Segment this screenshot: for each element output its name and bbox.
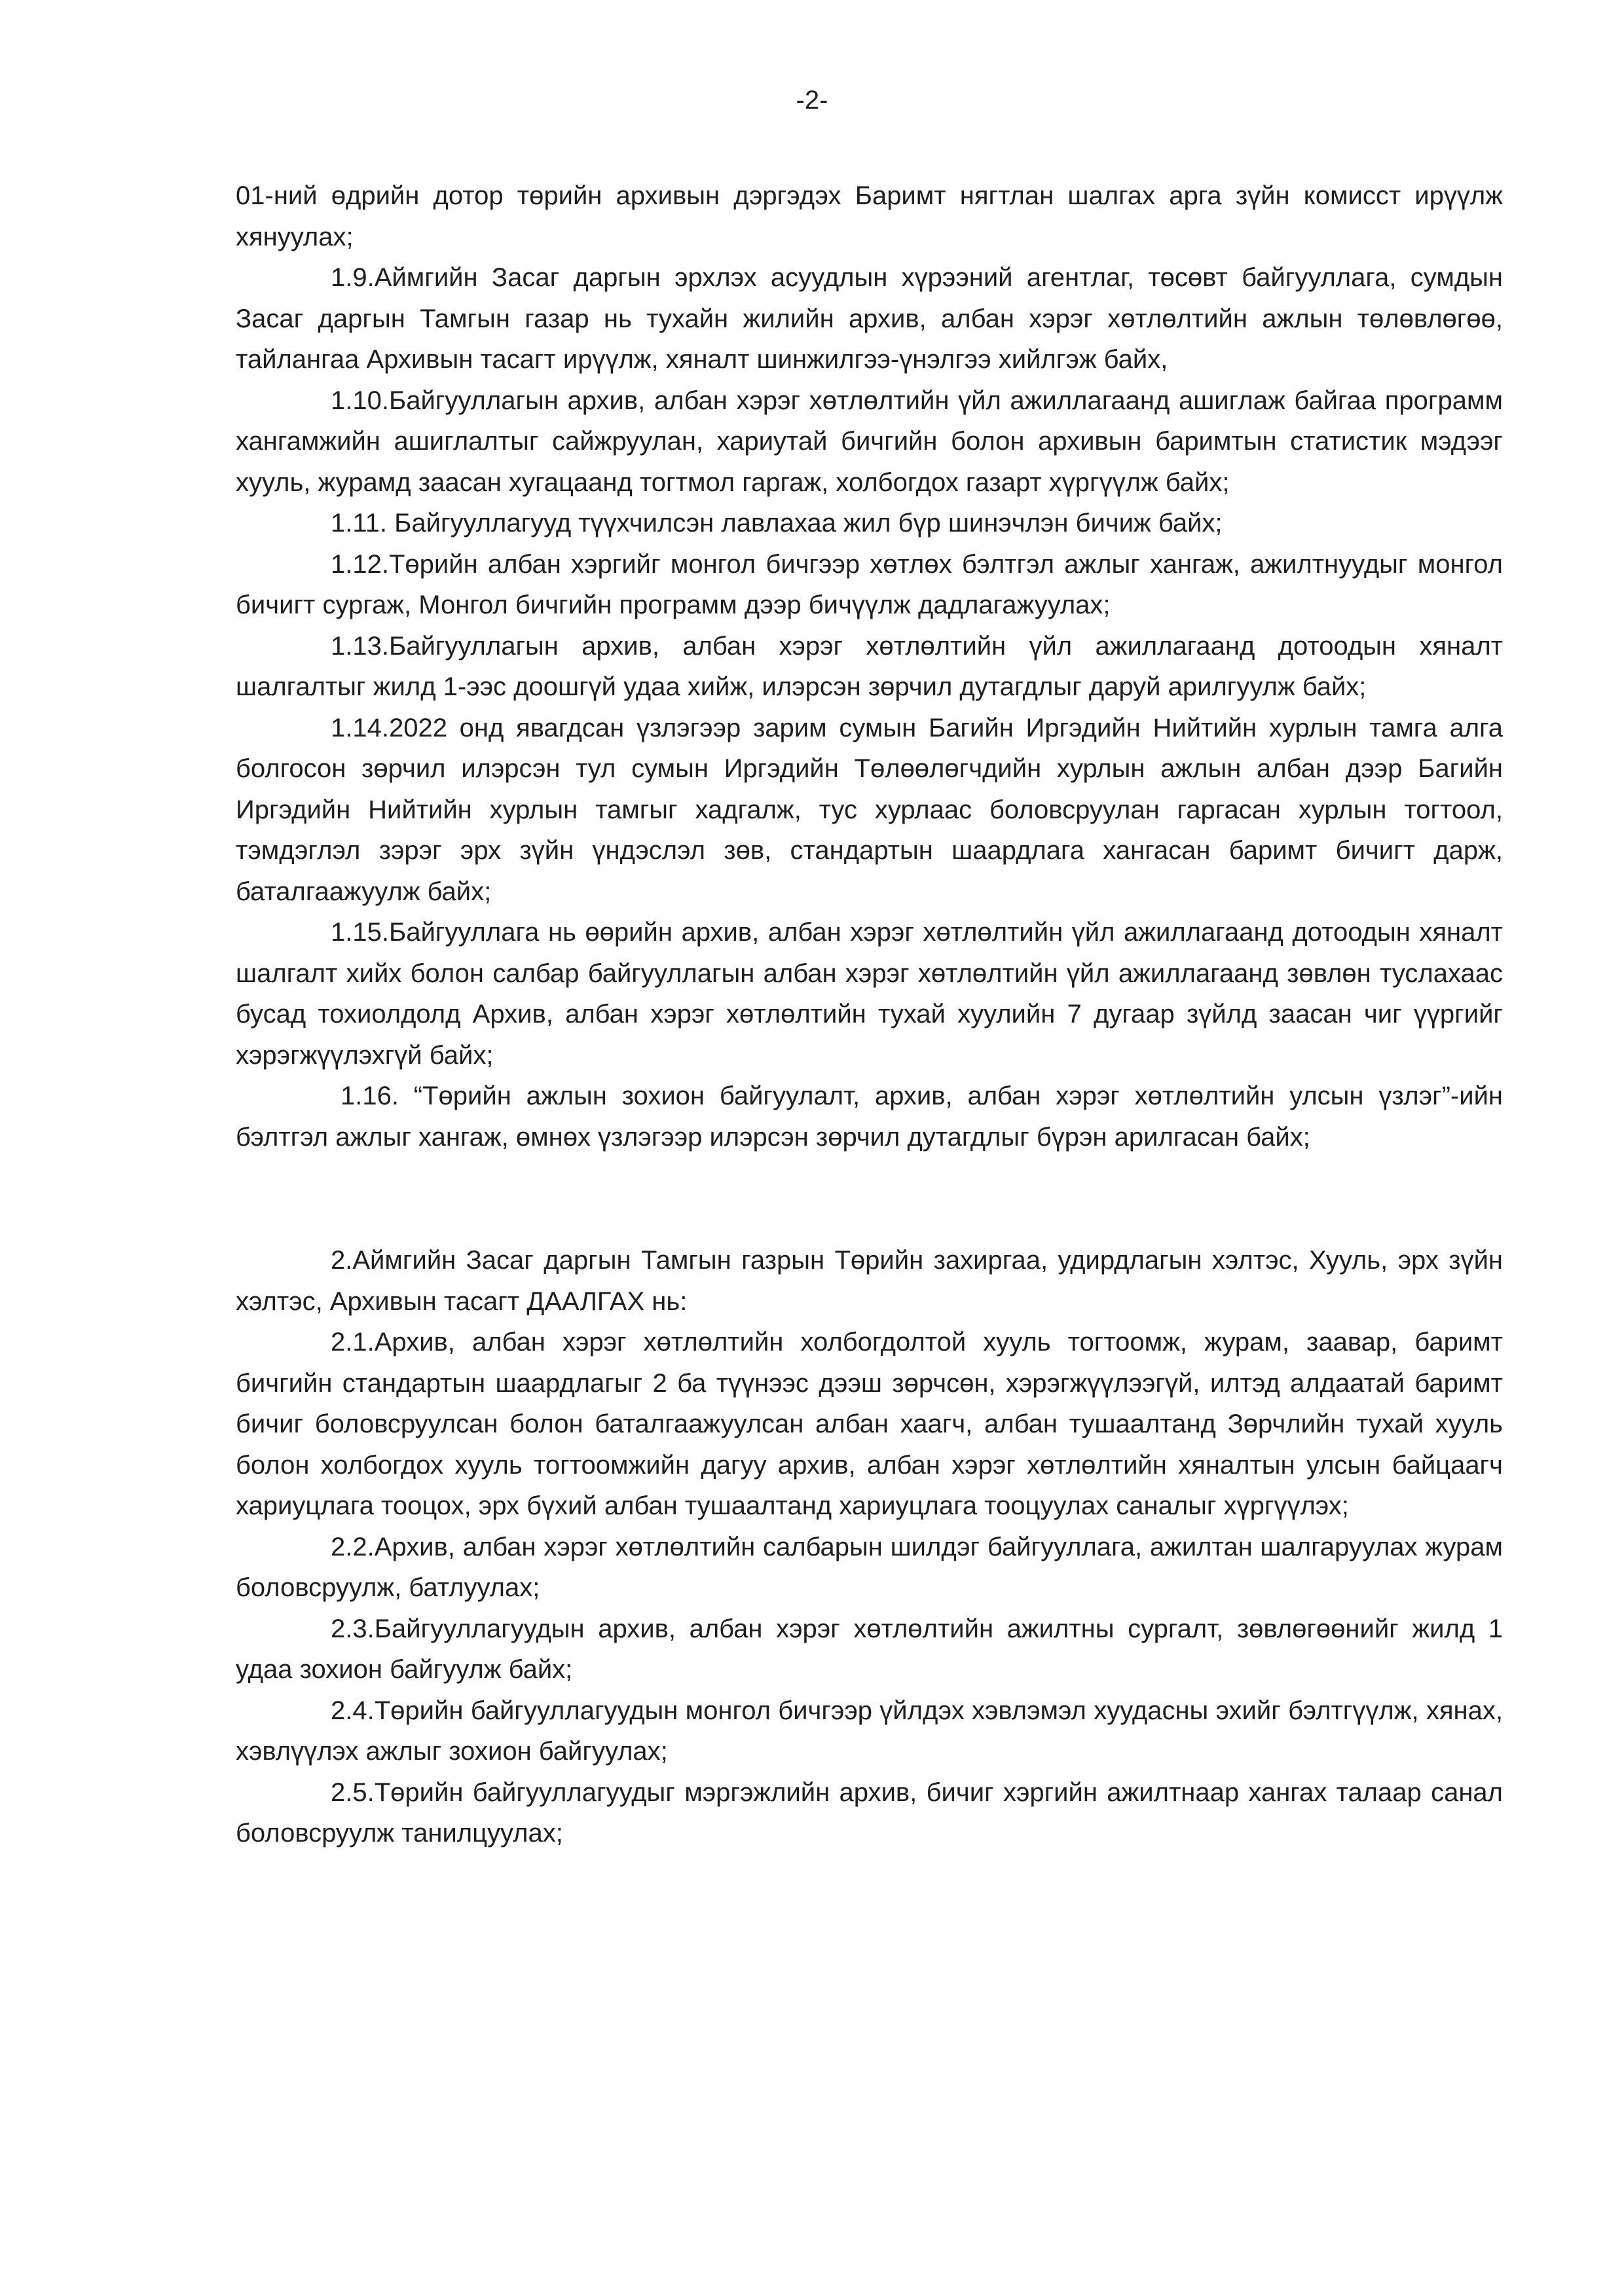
document-body: [236, 175, 1503, 1854]
page-number: -2-: [796, 86, 828, 115]
paragraph-item-2-1: 2.1.Архив, албан хэрэг хөтлөлтийн холбогдолтой хууль тогтоомж, журам, заавар, баримт бичгийн стандартын шаардлагыг 2 ба түүнээс дээш зөрчсөн, хэрэгжүүлээгүй, илтэд алдаатай баримт бичиг боловсруулсан болон баталгаажуулсан албан хаагч, албан тушаалтанд Зөрчлийн тухай хууль болон холбогдох хууль тогтоомжийн дагуу архив, албан хэрэг хөтлөлтийн хяналтын улсын байцаагч хариуцлага тооцох, эрх бүхий албан тушаалтанд хариуцлага тооцуулах саналыг хүргүүлэх;: [236, 1328, 1503, 1520]
paragraph-item-1-15: 1.15.Байгууллага нь өөрийн архив, албан хэрэг хөтлөлтийн үйл ажиллагаанд дотоодын хяналт шалгалт хийх болон салбар байгууллагын албан хэрэг хөтлөлтийн үйл ажиллагаанд зөвлөн туслахаас бусад тохиолдолд Архив, албан хэрэг хөтлөлтийн тухай хуулийн 7 дугаар зүйлд заасан чиг үүргийг хэрэгжүүлэхгүй байх;: [236, 918, 1503, 1070]
paragraph-item-1-13: 1.13.Байгууллагын архив, албан хэрэг хөтлөлтийн үйл ажиллагаанд дотоодын хяналт шалгалтыг жилд 1-ээс доошгүй удаа хийж, илэрсэн зөрчил дутагдлыг даруй арилгуулж байх;: [236, 631, 1503, 701]
paragraph-item-1-14: 1.14.2022 онд явагдсан үзлэгээр зарим сумын Багийн Иргэдийн Нийтийн хурлын тамга алга болгосон зөрчил илэрсэн тул сумын Иргэдийн Төлөөлөгчдийн хурлын ажлын албан дээр Багийн Иргэдийн Нийтийн хурлын тамгыг хадгалж, тус хурлаас боловсруулан гаргасан хурлын тогтоол, тэмдэглэл зэрэг эрх зүйн үндэслэл зөв, стандартын шаардлага хангасан баримт бичигт дарж, баталгаажуулж байх;: [236, 713, 1503, 906]
paragraph-item-1-9: 1.9.Аймгийн Засаг даргын эрхлэх асуудлын хүрээний агентлаг, төсөвт байгууллага, сумдын Засаг даргын Тамгын газар нь тухайн жилийн архив, албан хэрэг хөтлөлтийн ажлын төлөвлөгөө, тайлангаа Архивын тасагт ирүүлж, хяналт шинжилгээ-үнэлгээ хийлгэж байх,: [236, 263, 1503, 374]
paragraph-item-2-5: 2.5.Төрийн байгууллагуудыг мэргэжлийн архив, бичиг хэргийн ажилтнаар хангах талаар санал боловсруулж танилцуулах;: [236, 1777, 1503, 1848]
paragraph-item-1-16: 1.16. “Төрийн ажлын зохион байгуулалт, архив, албан хэрэг хөтлөлтийн улсын үзлэг”-ийн бэлтгэл ажлыг хангаж, өмнөх үзлэгээр илэрсэн зөрчил дутагдлыг бүрэн арилгасан байх;: [236, 1082, 1503, 1152]
paragraph-item-2: 2.Аймгийн Засаг даргын Тамгын газрын Төрийн захиргаа, удирдлагын хэлтэс, Хууль, эрх зүйн хэлтэс, Архивын тасагт ДААЛГАХ нь:: [236, 1246, 1503, 1316]
paragraph-continuation: 01-ний өдрийн дотор төрийн архивын дэргэдэх Баримт нягтлан шалгах арга зүйн комисст ирүүлж хянуулах;: [236, 181, 1503, 251]
paragraph-item-1-12: 1.12.Төрийн албан хэргийг монгол бичгээр хөтлөх бэлтгэл ажлыг хангаж, ажилтнуудыг монгол бичигт сургаж, Монгол бичгийн программ дээр бичүүлж дадлагажуулах;: [236, 549, 1503, 619]
paragraph-item-2-2: 2.2.Архив, албан хэрэг хөтлөлтийн салбарын шилдэг байгууллага, ажилтан шалгаруулах журам боловсруулж, батлуулах;: [236, 1532, 1503, 1602]
paragraph-item-1-11: 1.11. Байгууллагууд түүхчилсэн лавлахаа жил бүр шинэчлэн бичиж байх;: [331, 509, 1223, 538]
paragraph-item-2-4: 2.4.Төрийн байгууллагуудын монгол бичгээр үйлдэх хэвлэмэл хуудасны эхийг бэлтгүүлж, хянах, хэвлүүлэх ажлыг зохион байгуулах;: [236, 1696, 1503, 1766]
paragraph-item-1-10: 1.10.Байгууллагын архив, албан хэрэг хөтлөлтийн үйл ажиллагаанд ашиглаж байгаа программ хангамжийн ашиглалтыг сайжруулан, хариутай бичгийн болон архивын баримтын статистик мэдээг хууль, журамд заасан хугацаанд тогтмол гаргаж, холбогдох газарт хүргүүлж байх;: [236, 386, 1503, 497]
paragraph-item-2-3: 2.3.Байгууллагуудын архив, албан хэрэг хөтлөлтийн ажилтны сургалт, зөвлөгөөнийг жилд 1 удаа зохион байгуулж байх;: [236, 1614, 1503, 1684]
